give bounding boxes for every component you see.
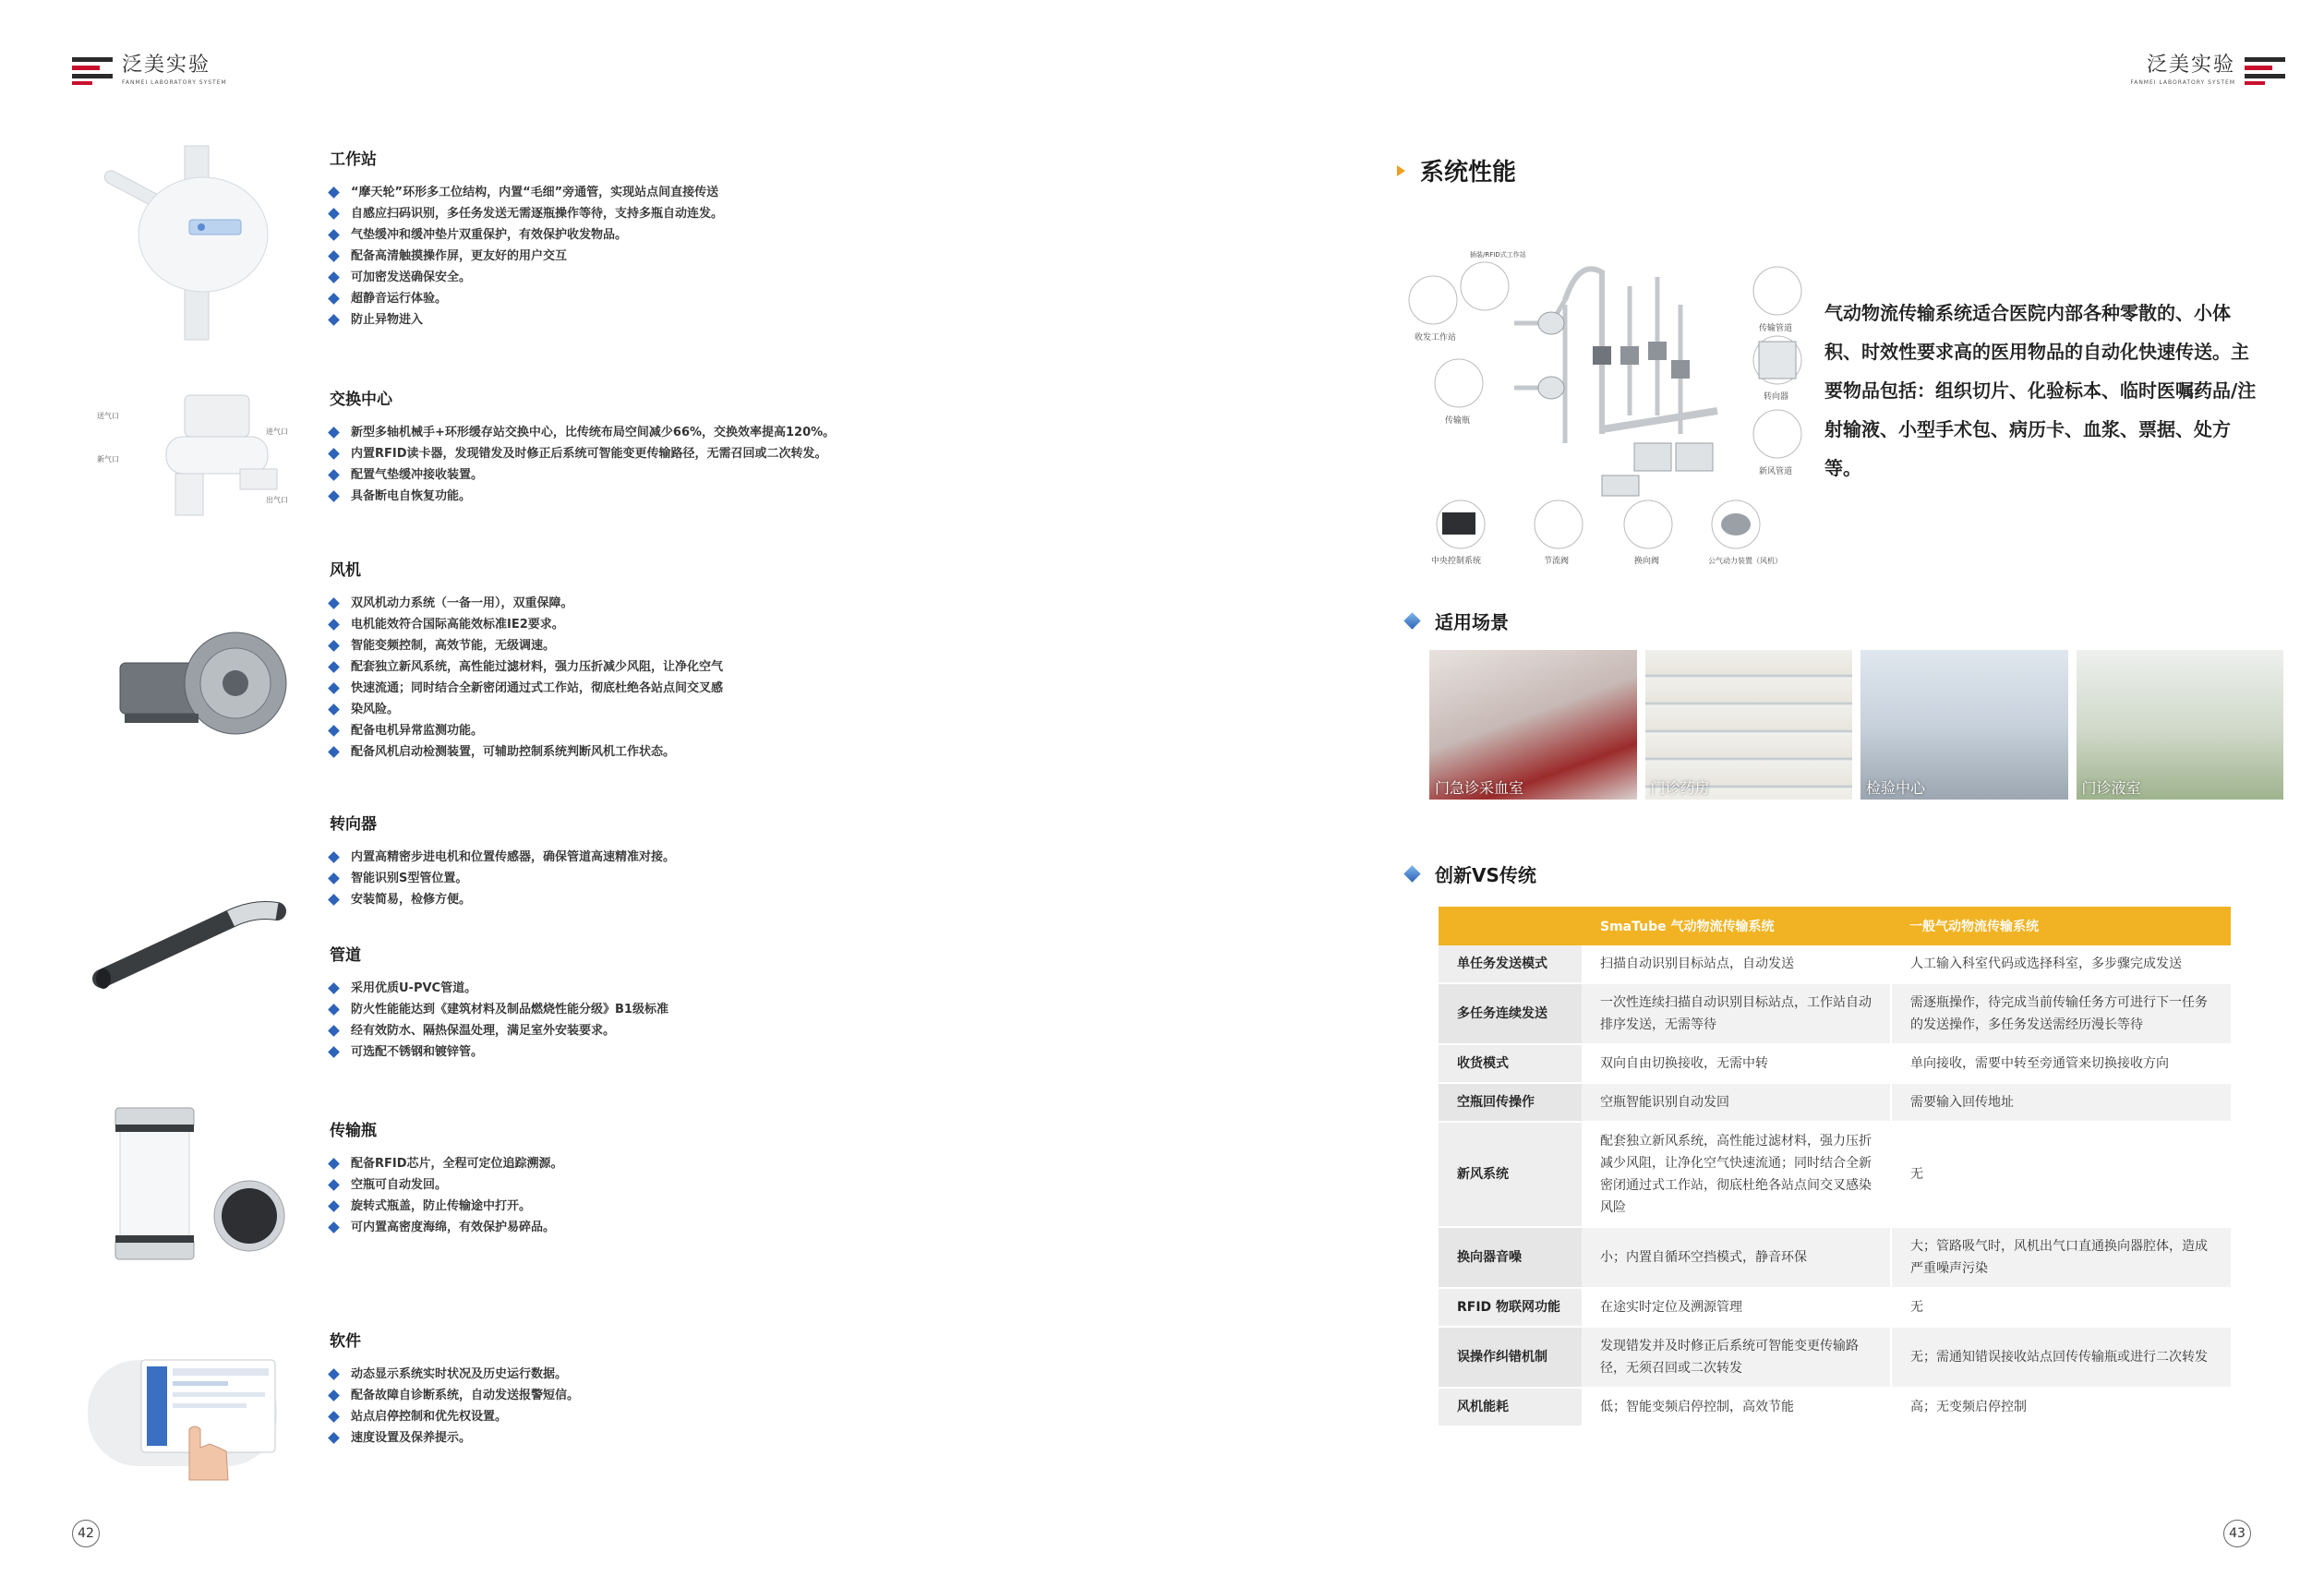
- bullet-diamond-icon: [328, 1411, 340, 1423]
- bullet: 防火性能能达到《建筑材料及制品燃烧性能分级》B1级标准: [330, 999, 668, 1020]
- bullet-diamond-icon: [328, 448, 340, 460]
- brand-tagline: FANMEI LABORATORY SYSTEM: [122, 79, 227, 86]
- table-header-cell: [1439, 907, 1582, 945]
- scene-pharmacy: 门诊药房: [1645, 650, 1853, 800]
- intro-paragraph: 气动物流传输系统适合医院内部各种零散的、小体积、时效性要求高的医用物品的自动化快速传送。主要物品包括：组织切片、化验标本、临时医嘱药品/注射输液、小型手术包、病历卡、血浆、票据、处方等。: [1824, 302, 2257, 479]
- bullet-diamond-icon: [328, 619, 340, 631]
- product-fan: [88, 557, 1011, 778]
- bullet: 超静音运行体验。: [330, 288, 723, 309]
- bullet-diamond-icon: [328, 186, 340, 198]
- bullet-diamond-icon: [328, 1368, 340, 1380]
- bullet: 新型多轴机械手+环形缓存站交换中心，比传统布局空间减少66%，交换效率提高120%。: [330, 422, 835, 443]
- brand-name: 泛美实验: [2146, 54, 2235, 77]
- product-title: 软件: [330, 1332, 361, 1351]
- bullet: 安装简易，检修方便。: [330, 889, 675, 910]
- bullet-diamond-icon: [328, 894, 340, 906]
- brand-name: 泛美实验: [122, 54, 211, 77]
- table-row: 误操作纠错机制 发现错发并及时修正后系统可智能变更传输路径，无须召回或二次转发 无；需通知错误接收站点回传传输瓶或进行二次转发: [1439, 1327, 2231, 1388]
- bullet: 经有效防水、隔热保温处理，满足室外安装要求。: [330, 1020, 668, 1041]
- product-carrier-bottle: [88, 1117, 1011, 1283]
- bullet: “摩天轮”环形多工位结构，内置“毛细”旁通管，实现站点间直接传送: [330, 182, 723, 203]
- label-throttle-valve: 节流阀: [1544, 557, 1570, 566]
- right-page: [1162, 0, 2324, 1588]
- product-title: 风机: [330, 561, 361, 580]
- comparison-table: [1439, 907, 2231, 1427]
- bullet: 旋转式瓶盖，防止传输途中打开。: [330, 1196, 563, 1217]
- bullet-diamond-icon: [328, 1200, 340, 1212]
- scene-infusion-room: 门诊液室: [2077, 650, 2284, 800]
- bullet: 配备故障自诊断系统，自动发送报警短信。: [330, 1385, 579, 1406]
- logo-mark-icon: [2245, 55, 2285, 85]
- bullet: 配备风机启动检测装置，可辅助控制系统判断风机工作状态。: [330, 741, 723, 763]
- bullet-diamond-icon: [328, 1432, 340, 1444]
- bullet: 自感应扫码识别，多任务发送无需逐瓶操作等待，支持多瓶自动连发。: [330, 203, 723, 224]
- bullet: 智能识别S型管位置。: [330, 868, 675, 889]
- table-header-cell: SmaTube 气动物流传输系统: [1582, 907, 1891, 945]
- product-title: 交换中心: [330, 391, 392, 409]
- product-software: [88, 1328, 1011, 1485]
- scene-gallery: [1429, 650, 2283, 800]
- bullet-diamond-icon: [328, 469, 340, 481]
- table-row: 风机能耗 低；智能变频启停控制，高效节能 高；无变频启停控制: [1439, 1388, 2231, 1426]
- bullet-diamond-icon: [328, 597, 340, 609]
- bullet: 智能变频控制，高效节能，无级调速。: [330, 635, 723, 656]
- bullet-diamond-icon: [328, 314, 340, 326]
- bullet: 气垫缓冲和缓冲垫片双重保护，有效保护收发物品。: [330, 224, 723, 246]
- bullet-diamond-icon: [328, 229, 340, 241]
- logo-mark-icon: [72, 55, 113, 85]
- bullet: 速度设置及保养提示。: [330, 1427, 579, 1449]
- bullet-diamond-icon: [328, 640, 340, 652]
- bullet: 防止异物进入: [330, 309, 723, 331]
- label-fresh-air: 新气口: [97, 455, 119, 463]
- table-row: 新风系统 配套独立新风系统，高性能过滤材料，强力压折减少风阻，让净化空气快速流通；同时结合全新密闭通过式工作站，彻底杜绝各站点间交叉感染风险 无: [1439, 1122, 2231, 1227]
- table-row: 空瓶回传操作 空瓶智能识别自动发回 需要输入回传地址: [1439, 1083, 2231, 1122]
- bullet-diamond-icon: [328, 1158, 340, 1170]
- page-number-left: 42: [72, 1520, 100, 1547]
- label-air-in: 进气口: [266, 427, 288, 436]
- bullet-diamond-icon: [328, 746, 340, 758]
- section-title-performance: 系统性能: [1397, 153, 1516, 187]
- diamond-marker-icon: [1403, 612, 1420, 629]
- bullet-diamond-icon: [328, 1179, 340, 1191]
- bullet-diamond-icon: [328, 725, 340, 737]
- table-row: 换向器音噪 小；内置自循环空挡模式，静音环保 大；管路吸气时，风机出气口直通换向器腔体，造成严重噪声污染: [1439, 1227, 2231, 1288]
- table-header-row: [1439, 907, 2231, 945]
- product-title: 工作站: [330, 150, 377, 169]
- label-control: 中央控制系统: [1431, 557, 1482, 566]
- product-title: 转向器: [330, 815, 377, 834]
- carrier-bottle-image: [111, 1101, 295, 1267]
- bullet-diamond-icon: [328, 1046, 340, 1058]
- brand-tagline: FANMEI LABORATORY SYSTEM: [2130, 79, 2235, 86]
- product-workstation: [88, 138, 1011, 342]
- label-fan: 公气动力装置（风机）: [1708, 557, 1782, 565]
- brand-logo: [2130, 54, 2285, 86]
- workstation-image: [92, 146, 277, 340]
- table-row: RFID 物联网功能 在途实时定位及溯源管理 无: [1439, 1288, 2231, 1327]
- label-exhaust: 出气口: [266, 496, 288, 504]
- bullet-diamond-icon: [328, 490, 340, 502]
- label-diverter: 转向器: [1764, 392, 1789, 402]
- bullet-diamond-icon: [328, 1004, 340, 1016]
- label-bottle: 传输瓶: [1445, 416, 1471, 426]
- bullet: 空瓶可自动发回。: [330, 1174, 563, 1196]
- bullet-diamond-icon: [328, 271, 340, 283]
- bullet-diamond-icon: [328, 872, 340, 884]
- bullet-diamond-icon: [328, 661, 340, 673]
- table-header-cell: 一般气动物流传输系统: [1891, 907, 2231, 945]
- bullet: 站点启停控制和优先权设置。: [330, 1406, 579, 1427]
- label-air-out: 送气口: [97, 412, 119, 420]
- bullet: 内置RFID读卡器，发现错发及时修正后系统可智能变更传输路径，无需召回或二次转发。: [330, 443, 835, 464]
- bullet-diamond-icon: [328, 982, 340, 994]
- bullet: 双风机动力系统（一备一用），双重保障。: [330, 593, 723, 614]
- table-row: 收货模式 双向自由切换接收，无需中转 单向接收，需要中转至旁通管来切换接收方向: [1439, 1044, 2231, 1083]
- product-title: 传输瓶: [330, 1122, 377, 1140]
- bullet: 配备高清触摸操作屏，更友好的用户交互: [330, 246, 723, 267]
- diamond-marker-icon: [1403, 865, 1420, 882]
- bullet: 配备电机异常监测功能。: [330, 720, 723, 741]
- scene-blood-collection: 门急诊采血室: [1429, 650, 1637, 800]
- bullet-diamond-icon: [328, 208, 340, 220]
- software-image: [88, 1355, 282, 1485]
- bullet-diamond-icon: [328, 250, 340, 262]
- product-pipe: [88, 942, 1011, 1071]
- label-exchange-valve: 换向阀: [1634, 557, 1660, 566]
- scene-lab-center: 检验中心: [1860, 650, 2068, 800]
- bullet: 内置高精密步进电机和位置传感器，确保管道高速精准对接。: [330, 847, 675, 868]
- bullet: 配备RFID芯片，全程可定位追踪溯源。: [330, 1153, 563, 1174]
- bullet: 采用优质U-PVC管道。: [330, 978, 668, 999]
- label-workstation: 收发工作站: [1415, 333, 1457, 343]
- brand-logo: [72, 54, 227, 86]
- bullet-diamond-icon: [328, 293, 340, 305]
- product-exchange-center: [88, 386, 1011, 524]
- system-diagram: [1403, 249, 1810, 582]
- bullet: 染风险。: [330, 699, 723, 720]
- table-row: 单任务发送模式 扫描自动识别目标站点，自动发送 人工输入科室代码或选择科室，多步骤完成发送: [1439, 945, 2231, 983]
- bullet-diamond-icon: [328, 851, 340, 863]
- triangle-marker-icon: [1397, 165, 1405, 176]
- bullet: 可选配不锈钢和镀锌管。: [330, 1041, 668, 1063]
- bullet: 电机能效符合国际高能效标准IE2要求。: [330, 614, 723, 635]
- exchange-center-image: [97, 386, 288, 524]
- label-top-station: 插装/RFID式工作站: [1470, 251, 1526, 259]
- bullet: 配套独立新风系统，高性能过滤材料，强力压折减少风阻，让净化空气: [330, 656, 723, 678]
- bullet-diamond-icon: [328, 1221, 340, 1233]
- label-pipe: 传输管道: [1759, 324, 1793, 333]
- page-number-right: 43: [2223, 1520, 2251, 1547]
- bullet: 可内置高密度海绵，有效保护易碎品。: [330, 1217, 563, 1238]
- fan-image: [111, 626, 295, 746]
- bullet: 具备断电自恢复功能。: [330, 486, 835, 507]
- label-new-air: 新风管道: [1759, 467, 1793, 476]
- bullet-diamond-icon: [328, 427, 340, 439]
- bullet-diamond-icon: [328, 704, 340, 716]
- bullet: 动态显示系统实时状况及历史运行数据。: [330, 1364, 579, 1385]
- bullet: 快速流通；同时结合全新密闭通过式工作站，彻底杜绝各站点间交叉感: [330, 678, 723, 699]
- bullet: 可加密发送确保安全。: [330, 267, 723, 288]
- section-title-scenes: 适用场景: [1406, 608, 1509, 634]
- bullet: 配置气垫缓冲接收装置。: [330, 464, 835, 486]
- bullet-diamond-icon: [328, 682, 340, 694]
- table-row: 多任务连续发送 一次性连续扫描自动识别目标站点，工作站自动排序发送，无需等待 需逐瓶操作，待完成当前传输任务方可进行下一任务的发送操作，多任务发送需经历漫长等待: [1439, 983, 2231, 1044]
- bullet-diamond-icon: [328, 1390, 340, 1402]
- bullet-diamond-icon: [328, 1025, 340, 1037]
- section-title-compare: 创新VS传统: [1406, 860, 1536, 887]
- product-title: 管道: [330, 946, 361, 965]
